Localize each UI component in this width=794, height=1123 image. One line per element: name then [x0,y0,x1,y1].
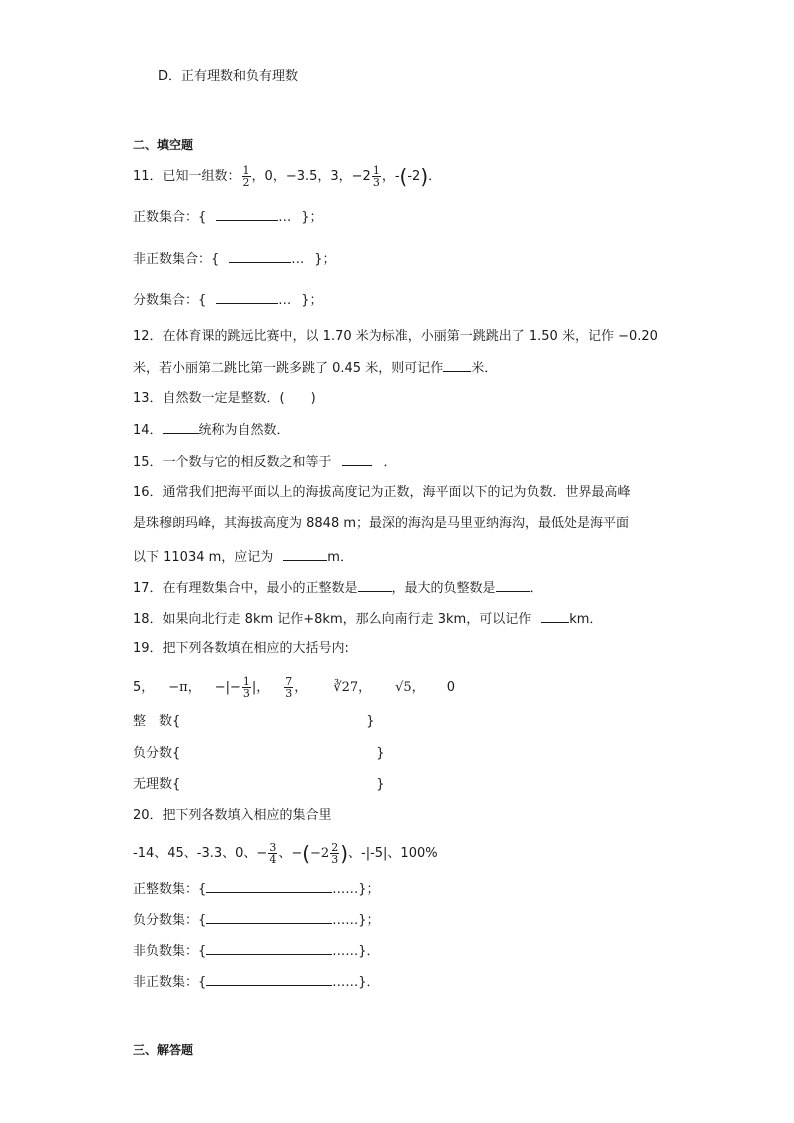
question-16-line3: 以下 11034 m，应记为 m． [133,547,353,567]
cube-root-27: ∛27， [333,680,372,695]
answer-blank[interactable] [358,578,392,592]
answer-blank[interactable] [163,420,199,434]
question-20-title: 20．把下列各数填入相应的集合里 [133,808,332,823]
fraction-two-thirds: $\frac{2}{3}$ [331,841,339,866]
answer-blank[interactable] [206,941,332,955]
question-19-numbers: 5， −π， −|− $\frac{1}{3}$ |， $\frac{7}{3}$ ， ∛27， √5， 0 [133,675,455,700]
answer-blank[interactable] [206,910,332,924]
q11-fraction-set: 分数集合：{ … }； [133,290,323,310]
answer-blank[interactable] [342,452,372,466]
answer-blank[interactable] [541,609,569,623]
answer-blank[interactable] [206,879,332,893]
question-16-line2: 是珠穆朗玛峰，其海拔高度为 8848 m；最深的海沟是马里亚纳海沟，最低处是海平面 [133,516,630,531]
square-root-5: √5， [395,680,425,695]
option-d: D．正有理数和负有理数 [158,69,299,84]
question-15: 15．一个数与它的相反数之和等于 ． [133,452,397,472]
right-paren: ) [420,164,429,189]
question-14: 14． 统称为自然数． [133,420,290,440]
q11-end: ． [428,169,442,184]
answer-blank[interactable] [229,249,291,263]
question-18: 18．如果向北行走 8km 记作+8km，那么向南行走 3km，可以记作 km． [133,609,602,629]
q11-positive-set: 正数集合：{ … }； [133,207,323,227]
question-11 [133,165,441,188]
answer-blank[interactable] [206,972,332,986]
answer-blank[interactable] [216,290,278,304]
q19-irrational-set: 无理数{ } [133,777,385,792]
q11-paren-inner: -2 [407,169,421,184]
fraction-one-third: $\frac{1}{3}$ [372,164,380,189]
q20-negative-fraction-set: 负分数集：{ ……}； [133,910,380,930]
answer-blank[interactable] [216,207,278,221]
right-paren: ) [340,841,349,866]
q11-list-a: ，0，−3.5，3，−2 [251,169,371,184]
fraction-one-half: $\frac{1}{2}$ [242,164,250,189]
q11-nonpositive-set: 非正数集合：{ … }； [133,249,336,269]
section-heading-fill-in: 二、填空题 [133,138,194,152]
question-12-line2: 米，若小丽第二跳比第一跳多跳了 0.45 米，则可记作 米． [133,358,497,378]
question-20-numbers: -14、45、-3.3、0、− $\frac{3}{4}$ 、−(−2 $\frac{2}{3}$ )、-|-5|、100% [133,841,438,866]
question-17: 17．在有理数集合中，最小的正整数是 ，最大的负整数是 ． [133,578,543,598]
left-paren: ( [399,164,408,189]
answer-blank[interactable] [443,358,471,372]
fraction-three-quarters: $\frac{3}{4}$ [269,841,277,866]
question-13: 13．自然数一定是整数．( ) [133,391,316,406]
fraction-seven-thirds: $\frac{7}{3}$ [285,675,293,700]
q20-positive-integer-set: 正整数集：{ ……}； [133,879,380,899]
q20-nonpositive-set: 非正数集：{ ……}． [133,972,380,992]
answer-blank[interactable] [496,578,530,592]
q19-integer-set: 整 数{ } [133,714,375,729]
q20-nonnegative-set: 非负数集：{ ……}． [133,941,380,961]
fraction-one-third: $\frac{1}{3}$ [242,675,250,700]
question-16-line1: 16．通常我们把海平面以上的海拔高度记为正数，海平面以下的记为负数．世界最高峰 [133,485,631,500]
section-heading-solve: 三、解答题 [133,1043,194,1057]
q19-negative-fraction-set: 负分数{ } [133,746,385,761]
left-paren: ( [302,841,311,866]
answer-blank[interactable] [283,547,327,561]
question-19-title: 19．把下列各数填在相应的大括号内: [133,641,349,656]
q11-prefix: 11．已知一组数： [133,169,241,184]
q11-list-b: ，- [381,169,400,184]
question-12-line1: 12．在体育课的跳远比赛中，以 1.70 米为标准，小丽第一跳跳出了 1.50 米，记作 −0.20 [133,329,658,344]
